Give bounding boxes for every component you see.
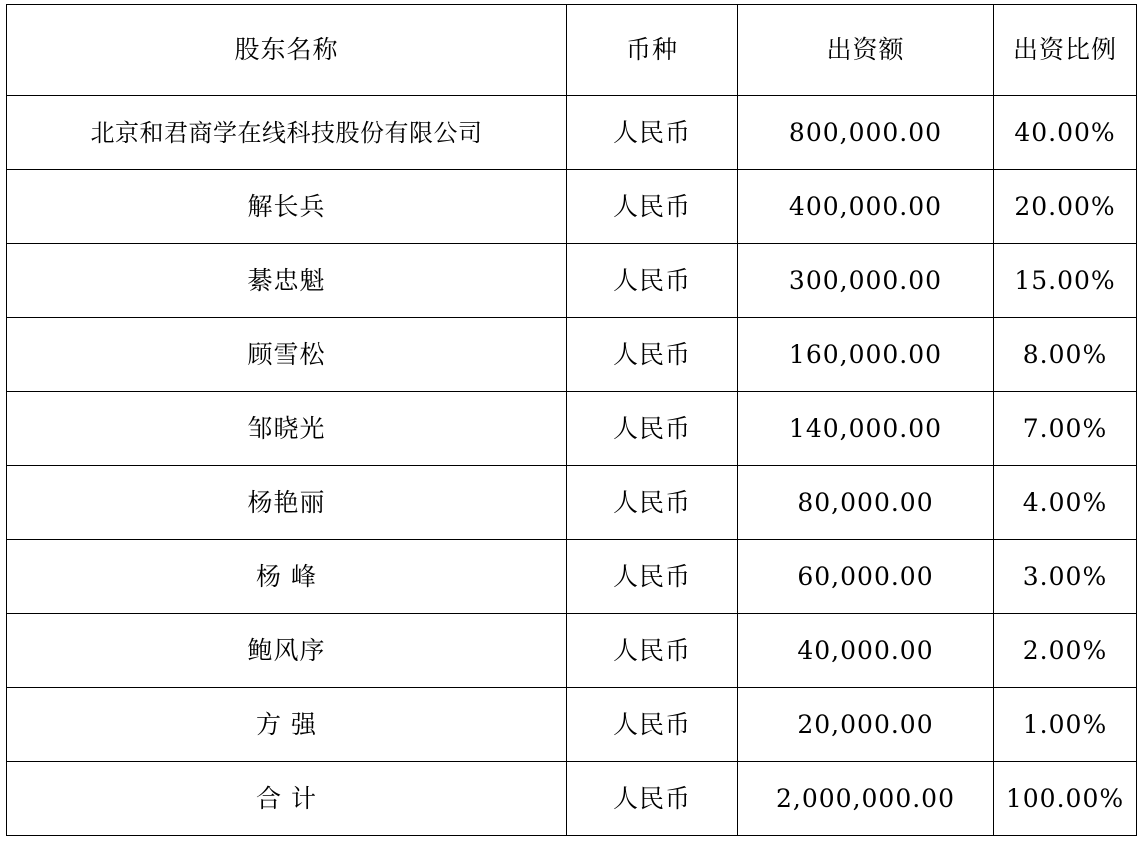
table-row	[7, 318, 1137, 392]
cell-currency: 人民币	[567, 614, 738, 688]
cell-total-ratio: 100.00%	[994, 762, 1137, 836]
table-header-row	[7, 5, 1137, 96]
cell-shareholder-name: 方 强	[7, 688, 567, 762]
cell-currency: 人民币	[567, 762, 738, 836]
table-body	[7, 96, 1137, 836]
table-row	[7, 244, 1137, 318]
cell-amount: 800,000.00	[738, 96, 994, 170]
document-page	[0, 4, 1142, 868]
cell-ratio: 7.00%	[994, 392, 1137, 466]
cell-ratio: 4.00%	[994, 466, 1137, 540]
cell-shareholder-name: 解长兵	[7, 170, 567, 244]
cell-currency: 人民币	[567, 318, 738, 392]
cell-shareholder-name: 鲍风序	[7, 614, 567, 688]
shareholder-contribution-table	[6, 4, 1137, 836]
table-row	[7, 170, 1137, 244]
table-row	[7, 614, 1137, 688]
table-row	[7, 688, 1137, 762]
cell-currency: 人民币	[567, 96, 738, 170]
column-header-contribution-amount: 出资额	[738, 5, 994, 96]
cell-total-amount: 2,000,000.00	[738, 762, 994, 836]
table-header	[7, 5, 1137, 96]
table-total-row	[7, 762, 1137, 836]
cell-amount: 400,000.00	[738, 170, 994, 244]
cell-total-label: 合 计	[7, 762, 567, 836]
table-row	[7, 96, 1137, 170]
cell-amount: 140,000.00	[738, 392, 994, 466]
cell-currency: 人民币	[567, 540, 738, 614]
cell-currency: 人民币	[567, 244, 738, 318]
cell-ratio: 3.00%	[994, 540, 1137, 614]
cell-amount: 20,000.00	[738, 688, 994, 762]
cell-shareholder-name: 邹晓光	[7, 392, 567, 466]
cell-shareholder-name: 杨艳丽	[7, 466, 567, 540]
column-header-contribution-ratio: 出资比例	[994, 5, 1137, 96]
cell-shareholder-name: 北京和君商学在线科技股份有限公司	[7, 96, 567, 170]
cell-amount: 60,000.00	[738, 540, 994, 614]
cell-shareholder-name: 綦忠魁	[7, 244, 567, 318]
column-header-currency: 币种	[567, 5, 738, 96]
table-row	[7, 392, 1137, 466]
cell-shareholder-name: 顾雪松	[7, 318, 567, 392]
cell-ratio: 15.00%	[994, 244, 1137, 318]
cell-ratio: 40.00%	[994, 96, 1137, 170]
table-row	[7, 466, 1137, 540]
cell-shareholder-name: 杨 峰	[7, 540, 567, 614]
cell-currency: 人民币	[567, 688, 738, 762]
column-header-shareholder-name: 股东名称	[7, 5, 567, 96]
cell-ratio: 2.00%	[994, 614, 1137, 688]
cell-ratio: 1.00%	[994, 688, 1137, 762]
cell-ratio: 8.00%	[994, 318, 1137, 392]
cell-amount: 160,000.00	[738, 318, 994, 392]
cell-currency: 人民币	[567, 392, 738, 466]
table-row	[7, 540, 1137, 614]
cell-amount: 80,000.00	[738, 466, 994, 540]
cell-ratio: 20.00%	[994, 170, 1137, 244]
cell-amount: 300,000.00	[738, 244, 994, 318]
cell-currency: 人民币	[567, 466, 738, 540]
cell-currency: 人民币	[567, 170, 738, 244]
cell-amount: 40,000.00	[738, 614, 994, 688]
